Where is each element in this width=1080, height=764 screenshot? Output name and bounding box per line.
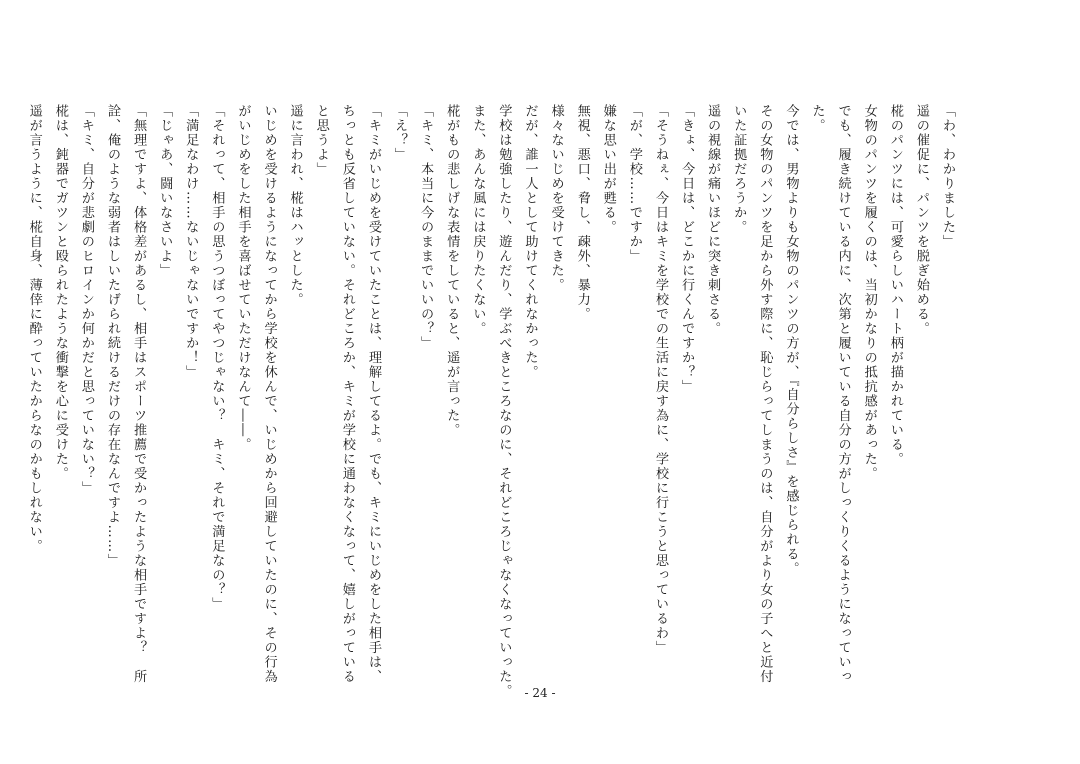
text-line: 遥の視線が痛いほどに突き刺さる。 <box>705 104 721 336</box>
text-line: だが、誰一人として助けてくれなかった。 <box>522 104 538 380</box>
text-line: 学校は勉強したり、遊んだり、学ぶべきところなのに、それどころじゃなくなっていった。 <box>496 104 512 699</box>
text-line: 椛は、鈍器でガツンと殴られたような衝撃を心に受けた。 <box>52 104 68 481</box>
text-line: 遥に言われ、椛はハッとした。 <box>287 104 303 307</box>
text-line: 様々ないじめを受けてきた。 <box>548 104 564 293</box>
text-line: 「キミ、自分が悲劇のヒロインか何かだと思っていない？」 <box>78 104 94 496</box>
text-line: 嫌な思い出が甦る。 <box>600 104 616 235</box>
text-line: でも、履き続けている内に、次第と履いている自分の方がしっくりくるようになっていっ <box>835 104 851 684</box>
text-line: 今では、男物よりも女物のパンツの方が、『自分らしさ』を感じられる。 <box>783 104 799 576</box>
text-line: いた証拠だろうか。 <box>731 104 747 235</box>
text-line: 「キミがいじめを受けていたことは、理解してるよ。でも、キミにいじめをした相手は、 <box>365 104 381 684</box>
text-line: 詮、俺のような弱者はしいたげられ続けるだけの存在なんですよ……」 <box>105 104 120 568</box>
text-line: 「が、学校……ですか」 <box>626 104 642 264</box>
text-line: 「満足なわけ……ないじゃないですか！」 <box>183 104 199 380</box>
text-line: いじめを受けるようになってから学校を休んで、いじめから回避していたのに、その行為 <box>261 104 277 684</box>
text-line: 「それって、相手の思うつぼってやつじゃない？ キミ、それで満足なの？」 <box>209 104 225 612</box>
text-line: 「無理ですよ、体格差があるし、相手はスポーツ推薦で受かったような相手ですよ？ 所 <box>131 104 147 684</box>
text-line: 「わ、わかりました」 <box>940 104 955 249</box>
text-line: 遥の催促に、パンツを脱ぎ始める。 <box>913 104 929 336</box>
text-line: 女物のパンツを履くのは、当初かなりの抵抗感があった。 <box>861 104 877 481</box>
text-line: た。 <box>809 104 825 133</box>
text-line: 「じゃあ、闘いなさいよ」 <box>157 104 173 278</box>
text-line: また、あんな風には戻りたくない。 <box>470 104 486 336</box>
text-line: ちっとも反省していない。それどころか、キミが学校に通わなくなって、嬉しがっている <box>339 104 355 684</box>
text-line: 無視、悪口、脅し、疎外、暴力。 <box>574 104 590 322</box>
text-line: 「え？」 <box>392 104 408 162</box>
text-line: その女物のパンツを足から外す際に、恥じらってしまうのは、自分がより女の子へと近付 <box>757 104 773 684</box>
text-line: 「きょ、今日は、どこかに行くんですか？」 <box>679 104 695 394</box>
text-line: 「そうねぇ、今日はキミを学校での生活に戻す為に、学校に行こうと思っているわ」 <box>652 104 668 655</box>
text-line: 椛がもの悲しげな表情をしていると、遥が言った。 <box>444 104 460 438</box>
text-line: 遥が言うように、椛自身、薄倖に酔っていたからなのかもしれない。 <box>26 104 42 554</box>
page-number: - 24 - <box>524 686 556 700</box>
text-line: 椛のパンツには、可愛らしいハート柄が描かれている。 <box>887 104 903 467</box>
text-line: と思うよ」 <box>313 104 329 177</box>
text-line: がいじめをした相手を喜ばせていただけなんて――。 <box>235 104 251 452</box>
text-line: 「キミ、本当に今のままでいいの？」 <box>418 104 434 351</box>
